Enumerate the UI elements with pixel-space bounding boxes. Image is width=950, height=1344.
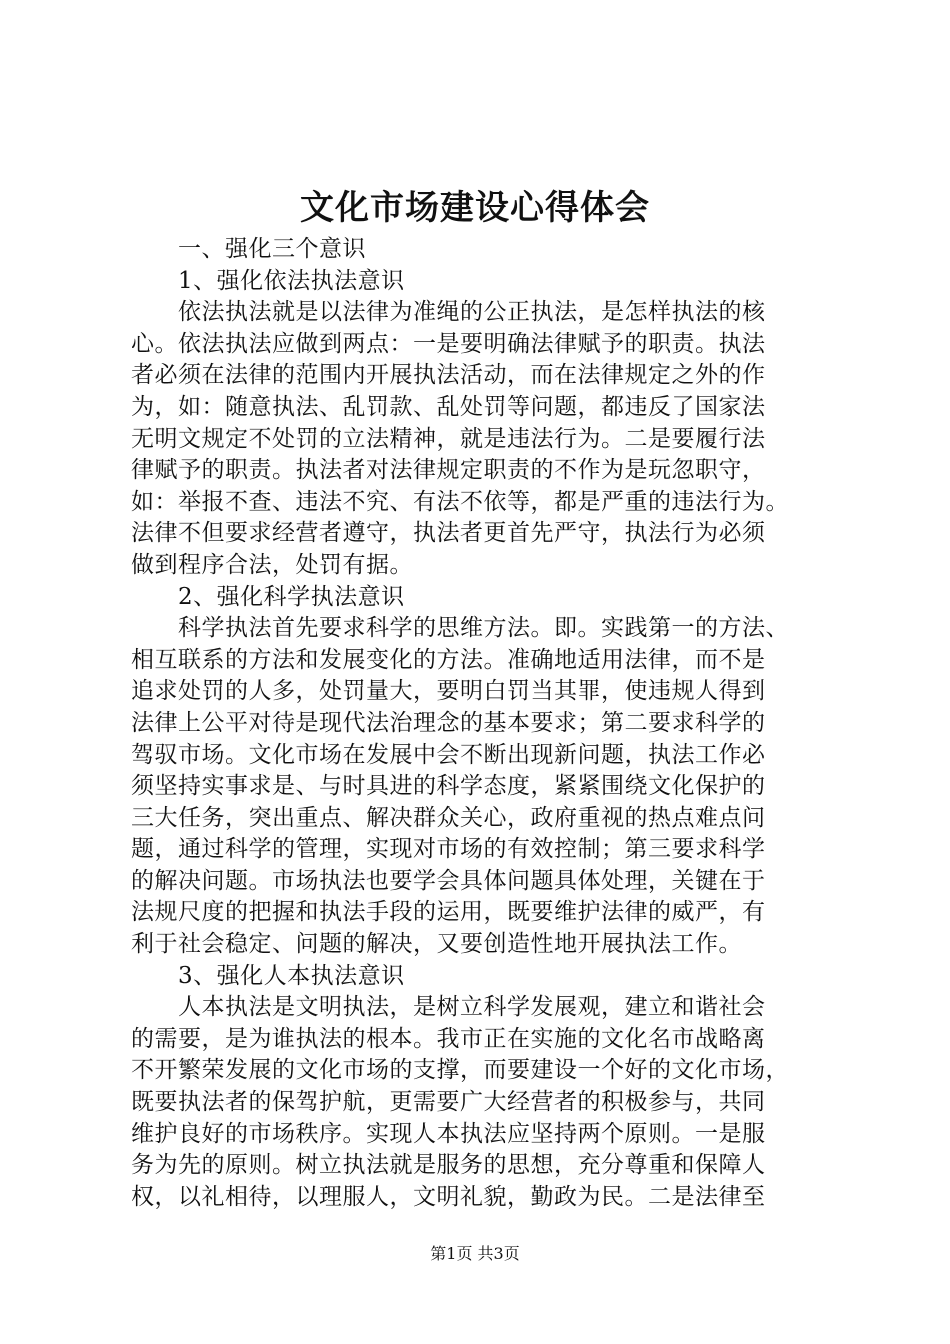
text-line: 利于社会稳定、问题的解决，又要创造性地开展执法工作。 [131, 931, 742, 958]
text-line: 一、强化三个意识 [131, 236, 366, 262]
text-line: 3、强化人本执法意识 [131, 962, 405, 989]
text-line: 如：举报不查、违法不究、有法不依等，都是严重的违法行为。 [131, 488, 789, 515]
text-line: 法律上公平对待是现代法治理念的基本要求；第二要求科学的 [131, 709, 766, 736]
text-line: 者必须在法律的范围内开展执法活动，而在法律规定之外的作 [131, 362, 766, 389]
text-line: 题，通过科学的管理，实现对市场的有效控制；第三要求科学 [131, 836, 766, 863]
text-line: 无明文规定不处罚的立法精神，就是违法行为。二是要履行法 [131, 425, 766, 452]
text-line: 2、强化科学执法意识 [131, 583, 405, 610]
text-line: 三大任务，突出重点、解决群众关心，政府重视的热点难点问 [131, 804, 766, 831]
text-line: 为，如：随意执法、乱罚款、乱处罚等问题，都违反了国家法 [131, 393, 766, 420]
text-line: 律赋予的职责。执法者对法律规定职责的不作为是玩忽职守， [131, 457, 766, 484]
text-line: 既要执法者的保驾护航，更需要广大经营者的积极参与，共同 [131, 1089, 766, 1116]
text-line: 维护良好的市场秩序。实现人本执法应坚持两个原则。一是服 [131, 1120, 766, 1147]
text-line: 的需要，是为谁执法的根本。我市正在实施的文化名市战略离 [131, 1025, 766, 1052]
text-line: 须坚持实事求是、与时具进的科学态度，紧紧围绕文化保护的 [131, 773, 766, 800]
text-line: 1、强化依法执法意识 [131, 267, 405, 294]
text-line: 不开繁荣发展的文化市场的支撑，而要建设一个好的文化市场， [131, 1057, 789, 1084]
text-line: 科学执法首先要求科学的思维方法。即。实践第一的方法、 [131, 615, 789, 642]
text-line: 追求处罚的人多，处罚量大，要明白罚当其罪，使违规人得到 [131, 678, 766, 705]
text-line: 心。依法执法应做到两点：一是要明确法律赋予的职责。执法 [131, 330, 766, 357]
document-body [131, 234, 831, 1213]
page-footer: 第1页 共3页 [430, 1244, 520, 1263]
text-line: 依法执法就是以法律为准绳的公正执法，是怎样执法的核 [131, 299, 766, 326]
text-line: 法律不但要求经营者遵守，执法者更首先严守，执法行为必须 [131, 520, 766, 547]
text-line: 相互联系的方法和发展变化的方法。准确地适用法律，而不是 [131, 646, 766, 673]
text-line: 法规尺度的把握和执法手段的运用，既要维护法律的威严，有 [131, 899, 766, 926]
text-line: 做到程序合法，处罚有据。 [131, 551, 413, 578]
text-line: 人本执法是文明执法，是树立科学发展观，建立和谐社会 [131, 994, 766, 1021]
document-title: 文化市场建设心得体会 [300, 188, 650, 228]
text-line: 权，以礼相待，以理服人，文明礼貌，勤政为民。二是法律至 [131, 1183, 766, 1210]
text-line: 务为先的原则。树立执法就是服务的思想，充分尊重和保障人 [131, 1152, 766, 1179]
text-line: 的解决问题。市场执法也要学会具体问题具体处理，关键在于 [131, 867, 766, 894]
text-line: 驾驭市场。文化市场在发展中会不断出现新问题，执法工作必 [131, 741, 766, 768]
